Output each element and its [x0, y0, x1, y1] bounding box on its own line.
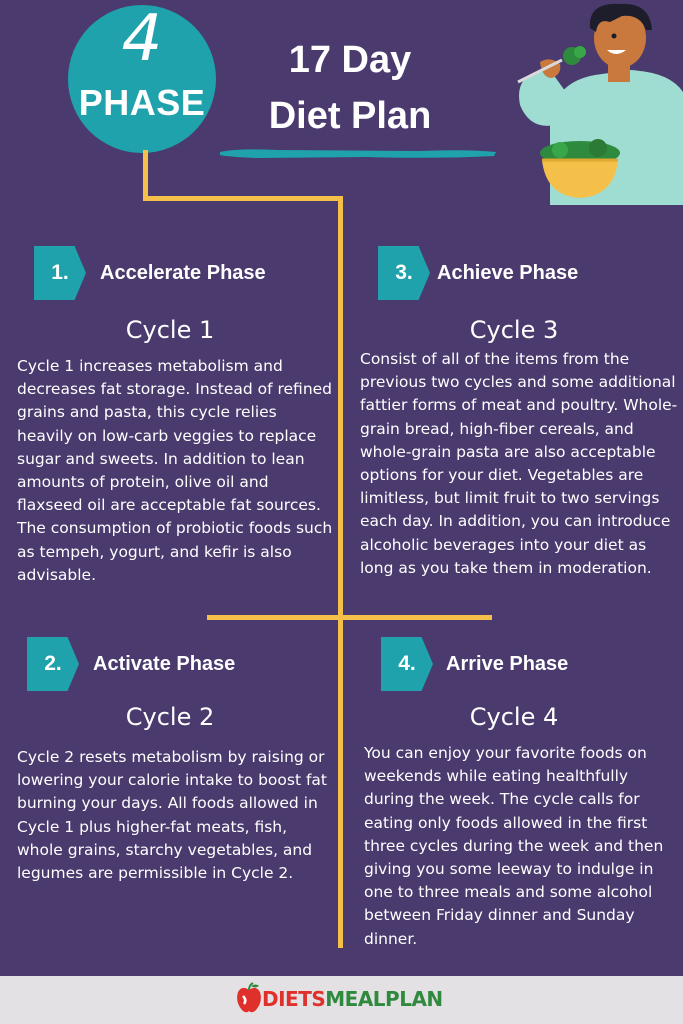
- phase-1-name: Accelerate Phase: [100, 262, 266, 284]
- phase-3-name: Achieve Phase: [437, 262, 579, 284]
- phase-4-number: 4.: [398, 652, 416, 675]
- timeline-vertical-main: [338, 196, 343, 948]
- phase-4-cycle: Cycle 4: [469, 703, 559, 731]
- badge-word: PHASE: [78, 82, 206, 123]
- phase-3-description: Consist of all of the items from the previous two cycles and some additional fattier forms of meat and poultry. Whole-grain bread, high-fiber cereals, and whole-grain pasta are also acceptable options for your diet. Vegetables are limitless, but limit fruit to two servings each day. In addition, you can introduce alcoholic beverages into your diet as long as you take them in moderation.: [360, 350, 678, 577]
- man-eating-salad-icon: [510, 0, 683, 205]
- title-line-2: Diet Plan: [268, 95, 432, 137]
- phase-1-description: Cycle 1 increases metabolism and decreases fat storage. Instead of refined grains and pasta, this cycle relies heavily on low-carb veggies to replace sugar and sweets. In addition to lean amounts of protein, olive oil and flaxseed oil are acceptable fat sources. The consumption of probiotic foods such as tempeh, yogurt, and kefir is also advisable.: [17, 357, 333, 584]
- phase-2-number: 2.: [44, 652, 62, 675]
- phase-3-cycle: Cycle 3: [469, 316, 559, 344]
- logo-text-part-1: DIETS: [262, 987, 326, 1011]
- logo-text-part-2: MEALPLAN: [325, 987, 443, 1011]
- timeline-horizontal-top: [143, 196, 343, 201]
- title-line-1: 17 Day: [288, 39, 412, 81]
- phase-4-name: Arrive Phase: [446, 653, 569, 675]
- brush-stroke-divider: [218, 146, 498, 160]
- timeline-vertical-top: [143, 150, 148, 198]
- page-title: [230, 32, 470, 144]
- badge-number: 4: [121, 2, 163, 76]
- phase-2-name: Activate Phase: [93, 653, 236, 675]
- apple-icon: [236, 982, 262, 1014]
- timeline-horizontal-middle: [207, 615, 492, 620]
- phase-3-number: 3.: [395, 261, 413, 284]
- phase-4-description: You can enjoy your favorite foods on weekends while eating healthfully during the week. The cycle calls for eating only foods allowed in the first three cycles during the week and then giving you some leeway to indulge in one to three meals and some alcohol between Friday dinner and Sunday dinner.: [364, 744, 664, 948]
- phase-1-cycle: Cycle 1: [125, 316, 215, 344]
- phase-1-number: 1.: [51, 261, 69, 284]
- brand-logo[interactable]: [262, 987, 443, 1011]
- phase-2-description: Cycle 2 resets metabolism by raising or lowering your calorie intake to boost fat burning your days. All foods allowed in Cycle 1 plus higher-fat meats, fish, whole grains, starchy vegetables, and legumes are permissible in Cycle 2.: [17, 748, 327, 883]
- phase-2-cycle: Cycle 2: [125, 703, 215, 731]
